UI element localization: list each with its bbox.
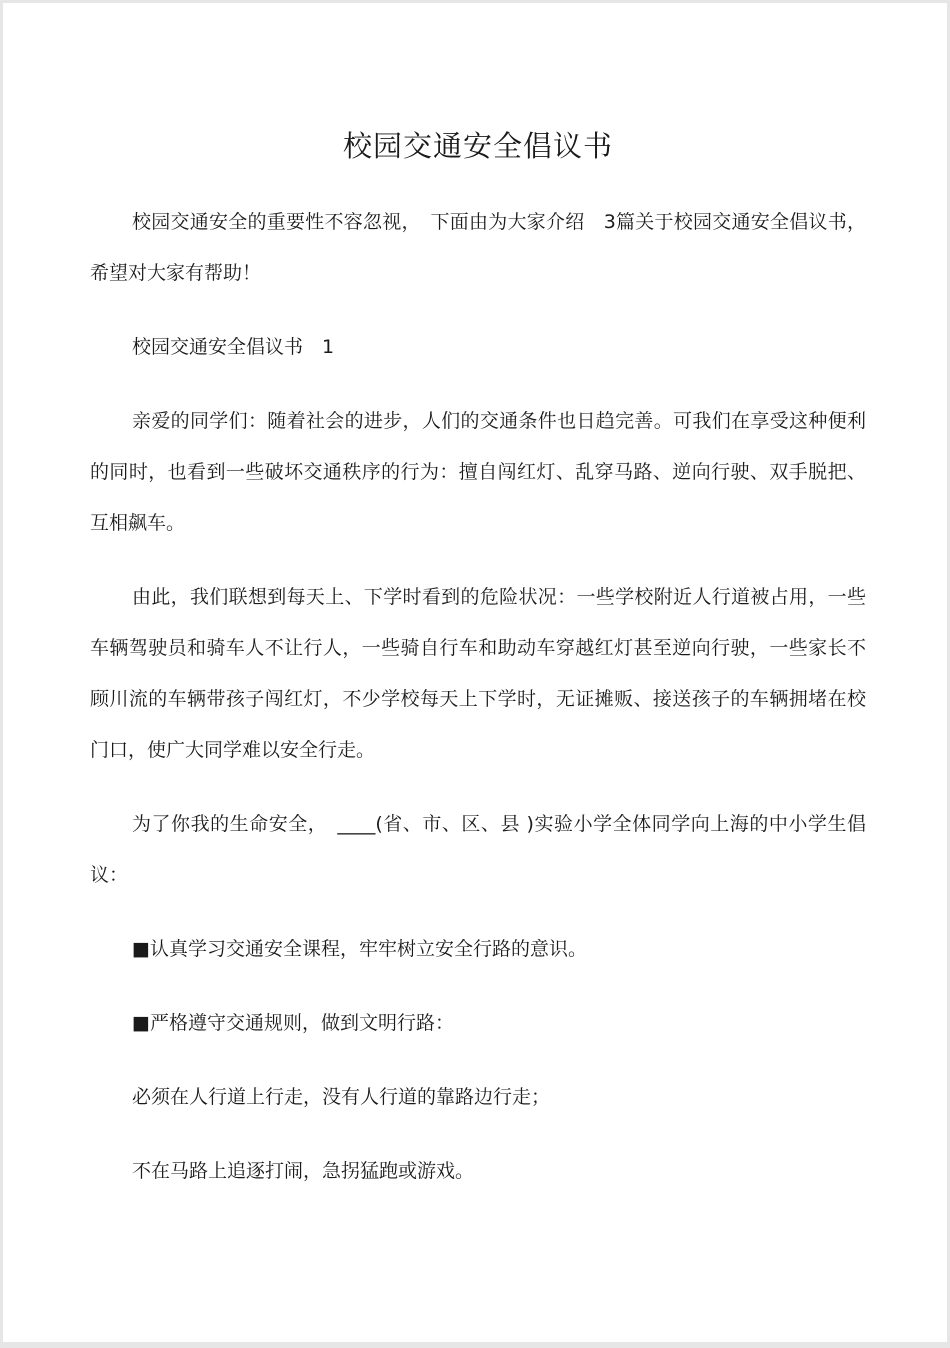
rule-item: 必须在人行道上行走，没有人行道的靠路边行走； — [132, 1086, 551, 1108]
document-content — [90, 121, 866, 1197]
document-title: 校园交通安全倡议书 — [342, 129, 613, 163]
bullet-item: ■严格遵守交通规则，做到文明行路： — [132, 1012, 454, 1034]
rule-item: 不在马路上追逐打闹，急拐猛跑或游戏。 — [132, 1160, 475, 1182]
bullet-item: ■认真学习交通安全课程，牢牢树立安全行路的意识。 — [132, 938, 587, 960]
intro-paragraph: 校园交通安全的重要性不容忽视， 下面由为大家介绍 3篇关于校园交通安全倡议书，希望对大家有帮助！ — [90, 211, 866, 284]
body-paragraph: 由此，我们联想到每天上、下学时看到的危险状况：一些学校附近人行道被占用，一些车辆驾驶员和骑车人不让行人，一些骑自行车和助动车穿越红灯甚至逆向行驶，一些家长不顾川流的车辆带孩子闯红灯，不少学校每天上下学时，无证摊贩、接送孩子的车辆拥堵在校门口，使广大同学难以安全行走。 — [90, 586, 866, 761]
document-page — [3, 3, 947, 1342]
body-paragraph: 为了你我的生命安全， ____(省、市、区、县 )实验小学全体同学向上海的中小学生倡议： — [90, 813, 866, 886]
body-paragraph: 亲爱的同学们：随着社会的进步，人们的交通条件也日趋完善。可我们在享受这种便利的同时，也看到一些破坏交通秩序的行为：擅自闯红灯、乱穿马路、逆向行驶、双手脱把、互相飙车。 — [90, 410, 866, 534]
section-heading: 校园交通安全倡议书 1 — [132, 336, 335, 358]
